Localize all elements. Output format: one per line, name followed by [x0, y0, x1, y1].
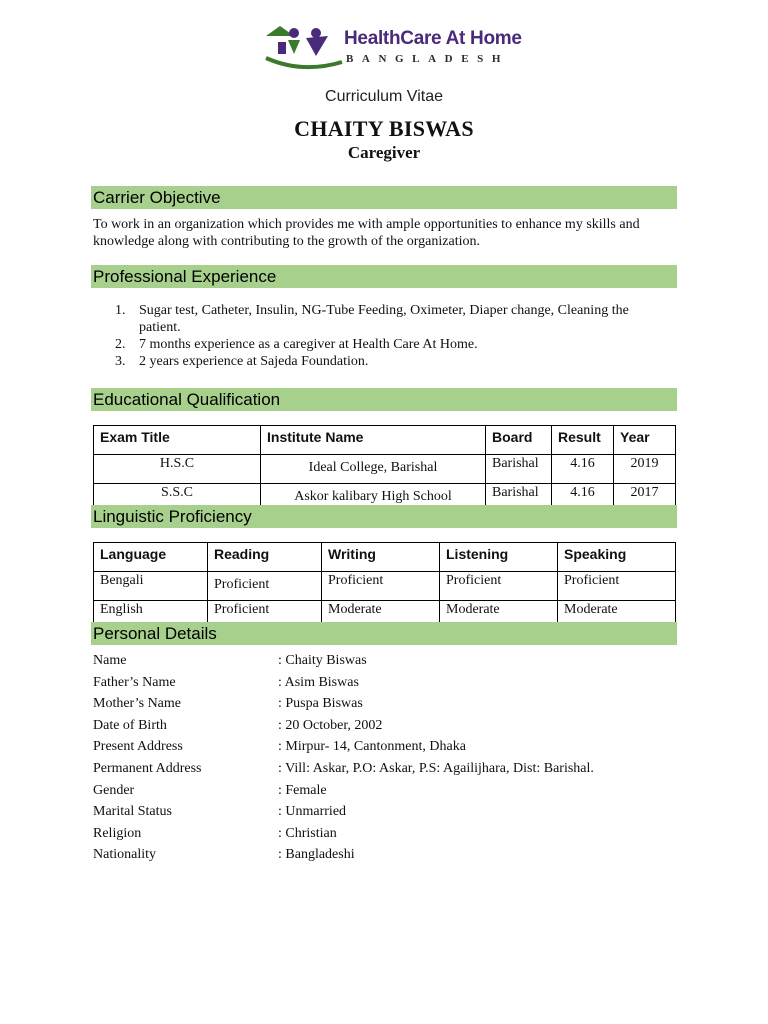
table-cell: Proficient [440, 572, 558, 601]
table-header-row [94, 543, 676, 572]
table-cell: Bengali [94, 572, 208, 601]
table-cell: Moderate [558, 601, 676, 626]
table-cell: Moderate [440, 601, 558, 626]
table-cell: 2019 [614, 455, 676, 484]
detail-value: : Vill: Askar, P.O: Askar, P.S: Agailijhara, Dist: Barishal. [278, 760, 594, 776]
list-item [93, 353, 673, 370]
detail-label: Nationality [93, 847, 156, 863]
detail-row [93, 674, 693, 696]
table-cell: Moderate [322, 601, 440, 626]
detail-label: Religion [93, 825, 142, 841]
detail-value: : Christian [278, 825, 337, 841]
table-cell: Barishal [486, 484, 552, 513]
detail-row [93, 695, 693, 717]
detail-label: Name [93, 653, 127, 668]
table-cell: English [94, 601, 208, 626]
table-cell: H.S.C [94, 455, 261, 484]
experience-list [93, 302, 673, 370]
education-table [93, 425, 676, 513]
detail-label: Present Address [93, 739, 183, 755]
detail-value: : 20 October, 2002 [278, 717, 383, 733]
logo-subtitle: BANGLADESH [346, 53, 510, 65]
detail-row [93, 652, 693, 674]
detail-value: : Female [278, 782, 327, 798]
column-header: Language [94, 543, 208, 572]
detail-label: Father’s Name [93, 674, 176, 690]
section-heading-personal: Personal Details [91, 622, 677, 645]
detail-value: : Unmarried [278, 804, 347, 820]
detail-value: : Puspa Biswas [278, 696, 363, 712]
list-item-text: Sugar test, Catheter, Insulin, NG-Tube Feeding, Oximeter, Diaper change, Cleaning the patient. [139, 303, 629, 335]
language-table [93, 542, 676, 626]
detail-value: : Bangladeshi [278, 847, 355, 863]
detail-row [93, 760, 693, 782]
detail-row [93, 803, 693, 825]
table-header-row [94, 426, 676, 455]
detail-row [93, 717, 693, 739]
candidate-role: Caregiver [347, 143, 421, 162]
detail-row [93, 846, 693, 868]
table-cell: Ideal College, Barishal [261, 455, 486, 484]
detail-row [93, 738, 693, 760]
list-item-number: 2. [115, 337, 126, 352]
company-logo [262, 24, 522, 70]
table-cell: 2017 [614, 484, 676, 513]
section-heading-education: Educational Qualification [91, 388, 677, 411]
detail-row [93, 782, 693, 804]
column-header: Writing [322, 543, 440, 572]
table-cell: Barishal [486, 455, 552, 484]
column-header: Reading [208, 543, 322, 572]
document-label: Curriculum Vitae [325, 88, 443, 105]
table-cell: Proficient [208, 601, 322, 626]
list-item-number: 1. [115, 303, 126, 318]
logo-title: HealthCare At Home [344, 28, 522, 49]
column-header: Exam Title [94, 426, 261, 455]
column-header: Result [552, 426, 614, 455]
table-cell: Proficient [208, 572, 322, 601]
detail-value: : Chaity Biswas [278, 653, 367, 668]
column-header: Institute Name [261, 426, 486, 455]
personal-details-list [93, 652, 693, 868]
section-heading-experience: Professional Experience [91, 265, 677, 288]
table-cell: S.S.C [94, 484, 261, 513]
column-header: Board [486, 426, 552, 455]
table-row [94, 455, 676, 484]
detail-label: Date of Birth [93, 717, 167, 733]
column-header: Speaking [558, 543, 676, 572]
list-item-number: 3. [115, 354, 126, 369]
list-item [93, 336, 673, 353]
section-heading-language: Linguistic Proficiency [91, 505, 677, 528]
detail-value: : Asim Biswas [278, 674, 359, 690]
table-cell: 4.16 [552, 455, 614, 484]
column-header: Listening [440, 543, 558, 572]
detail-row [93, 825, 693, 847]
logo-mark-icon [262, 24, 344, 70]
table-row [94, 572, 676, 601]
detail-value: : Mirpur- 14, Cantonment, Dhaka [278, 739, 466, 755]
detail-label: Marital Status [93, 804, 172, 820]
candidate-name: CHAITY BISWAS [294, 116, 474, 141]
list-item-text: 7 months experience as a caregiver at Health Care At Home. [139, 337, 478, 352]
table-cell: Askor kalibary High School [261, 484, 486, 513]
detail-label: Gender [93, 782, 135, 798]
objective-text: To work in an organization which provides me with ample opportunities to enhance my skills and knowledge along with contributing to the growth of the organization. [93, 217, 640, 249]
detail-label: Permanent Address [93, 760, 202, 776]
table-cell: 4.16 [552, 484, 614, 513]
column-header: Year [614, 426, 676, 455]
list-item-text: 2 years experience at Sajeda Foundation. [139, 354, 369, 369]
table-cell: Proficient [322, 572, 440, 601]
list-item [93, 302, 673, 336]
section-heading-objective: Carrier Objective [91, 186, 677, 209]
table-cell: Proficient [558, 572, 676, 601]
detail-label: Mother’s Name [93, 696, 181, 712]
